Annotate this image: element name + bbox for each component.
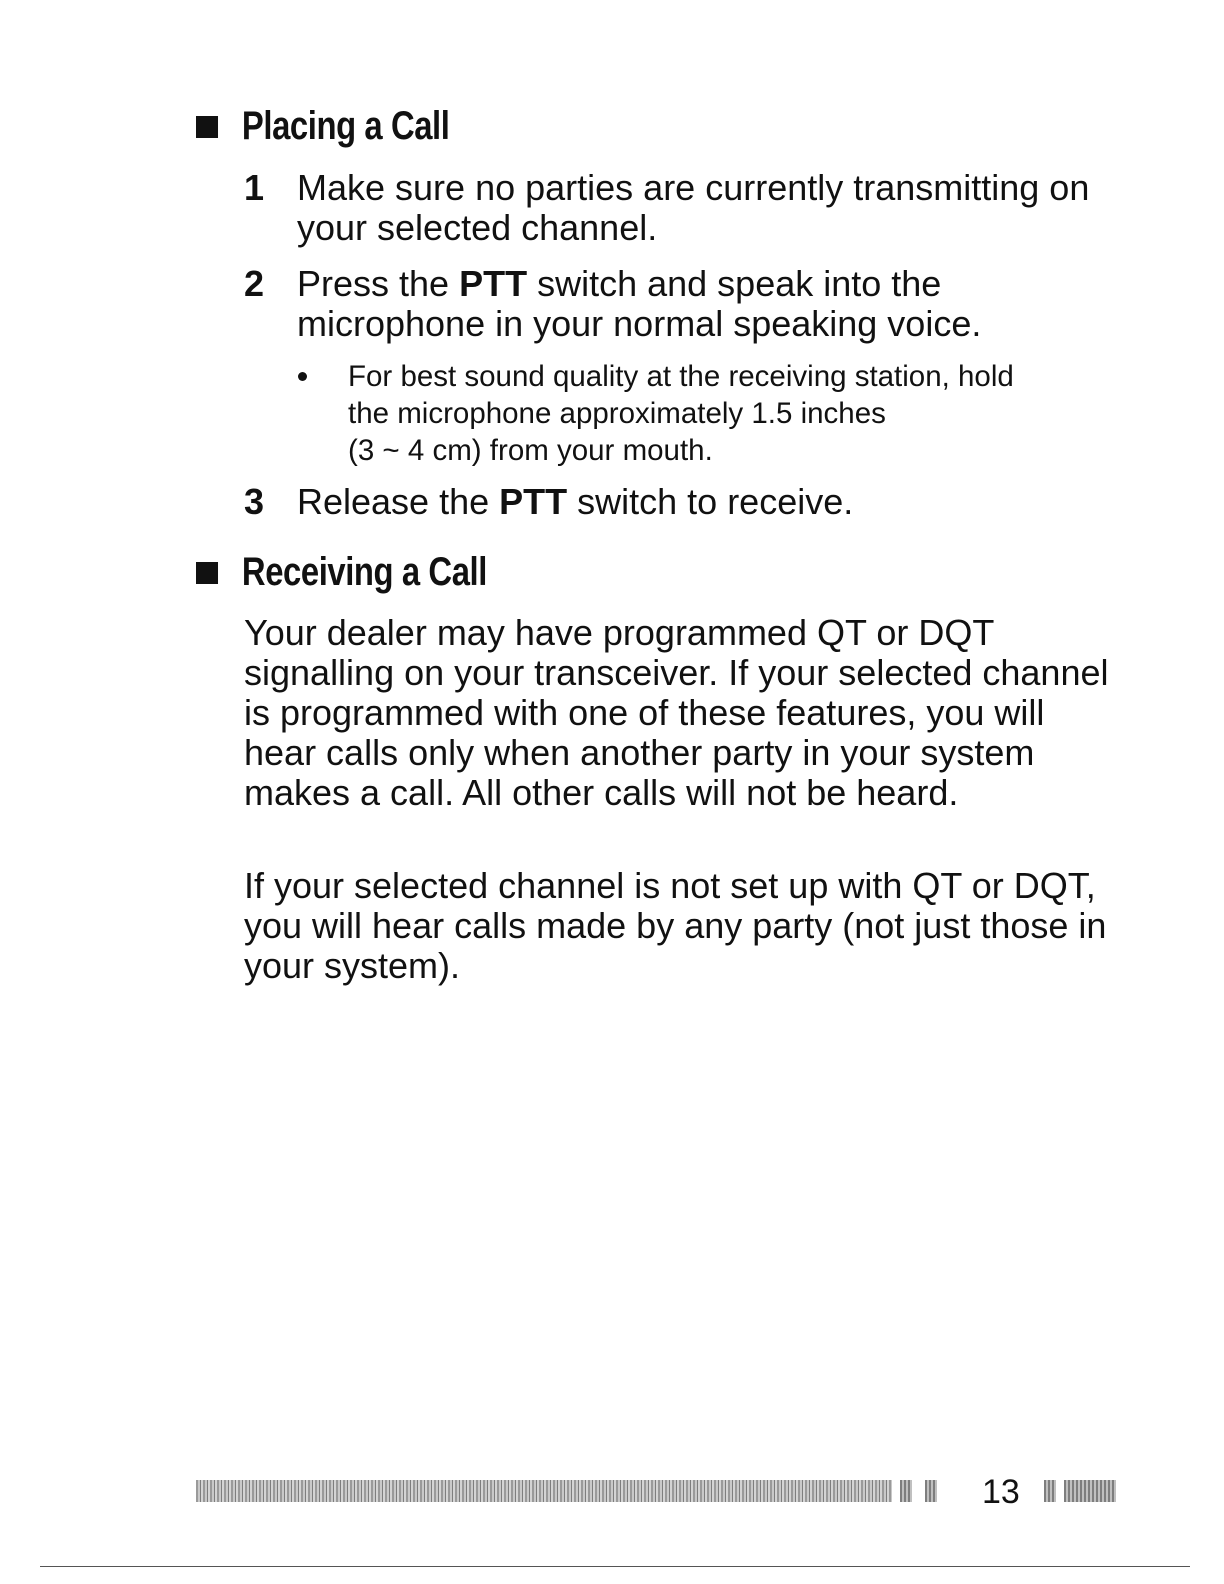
note-line: For best sound quality at the receiving station, hold [348, 360, 1014, 393]
square-bullet-icon [196, 116, 218, 138]
footer-decorative-block [900, 1480, 912, 1502]
note-text [348, 358, 1128, 469]
step-text-rest: switch to receive. [567, 481, 854, 522]
paragraph: If your selected channel is not set up with QT or DQT, you will hear calls made by any party (not just those in your system). [244, 865, 1107, 986]
note-line: (3 ~ 4 cm) from your mouth. [348, 434, 713, 467]
step-text [297, 482, 1117, 522]
bottom-rule [40, 1566, 1190, 1567]
step-number: 2 [244, 263, 265, 304]
paragraph: Your dealer may have programmed QT or DQT signalling on your transceiver. If your selected channel is programmed with one of these features, you will hear calls only when another party in your system makes a call. All other calls will not be heard. [244, 612, 1109, 813]
step-text [297, 264, 1117, 344]
section-title: Placing a Call [241, 104, 450, 148]
step-text: Make sure no parties are currently transmitting on your selected channel. [297, 167, 1090, 248]
step-text-lead: Press the [297, 263, 460, 304]
ptt-label: PTT [459, 263, 528, 304]
bullet-dot-icon [298, 372, 307, 381]
section-title: Receiving a Call [241, 550, 487, 594]
step-number: 1 [244, 167, 265, 208]
step-number: 3 [244, 481, 265, 522]
page-number: 13 [982, 1473, 1020, 1511]
step-text-rest: switch and speak into the microphone in your normal speaking voice. [297, 263, 982, 344]
footer-decorative-block [1064, 1480, 1116, 1502]
footer-decorative-block [925, 1480, 937, 1502]
footer-decorative-block [1044, 1480, 1056, 1502]
step-text-lead: Release the [297, 481, 500, 522]
note-line: the microphone approximately 1.5 inches [348, 397, 886, 430]
section-heading-receiving-a-call [196, 550, 487, 595]
square-bullet-icon [196, 562, 218, 584]
ptt-label: PTT [499, 481, 568, 522]
section-heading-placing-a-call [196, 104, 449, 149]
footer-decorative-bar [196, 1480, 892, 1502]
